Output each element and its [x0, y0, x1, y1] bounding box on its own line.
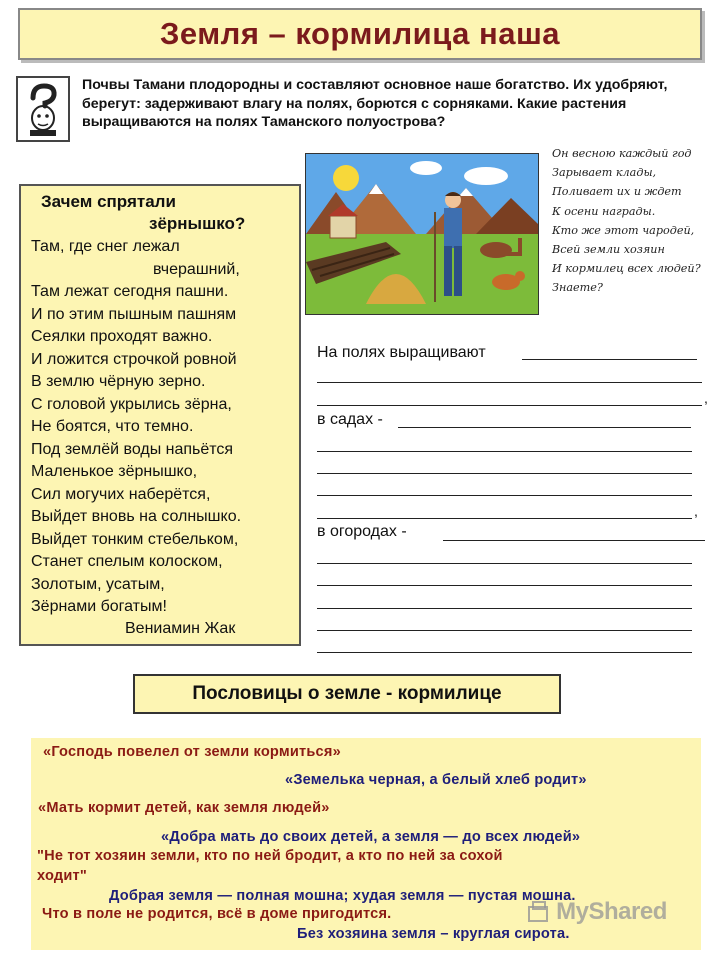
- poem-line: Сил могучих наберётся,: [31, 485, 211, 503]
- comma-mark: ,: [694, 503, 698, 519]
- answer-line[interactable]: [317, 405, 702, 406]
- proverbs-title: Пословицы о земле - кормилице: [192, 683, 502, 704]
- answer-line[interactable]: [317, 608, 692, 609]
- proverb: «Добра мать до своих детей, а земля — до всех людей»: [161, 829, 581, 845]
- riddle-line: Кто же этот чародей,: [552, 223, 695, 237]
- answer-line[interactable]: [317, 451, 692, 452]
- page-title: Земля – кормилица наша: [159, 16, 561, 51]
- riddle-line: Он весною каждый год: [552, 147, 692, 160]
- proverb: «Мать кормит детей, как земля людей»: [38, 800, 330, 816]
- proverb: "Не тот хозяин земли, кто по ней бродит, а кто по ней за сохой: [37, 848, 503, 864]
- poem-line: Станет спелым колоском,: [31, 553, 223, 570]
- watermark-text: MyShared: [556, 898, 667, 925]
- answer-line[interactable]: [317, 382, 702, 383]
- proverb-continued: ходит": [37, 868, 87, 884]
- poem-line: Там лежат сегодня пашни.: [31, 283, 229, 300]
- intro-paragraph: Почвы Тамани плодородны и составляют основное наше богатство. Их удобряют, берегут: задерживают влагу на полях, борются с сорняками. Какие растения выращиваются на полях Таманского полуострова?: [82, 77, 668, 130]
- poem-title-line-1: Зачем спрятали: [41, 192, 176, 211]
- poem-line: И ложится строчкой ровной: [31, 350, 237, 368]
- comma-mark: ,: [704, 390, 708, 406]
- poem-line: Маленькое зёрнышко,: [31, 463, 198, 480]
- riddle-line: Знаете?: [552, 281, 603, 295]
- poem-line: Там, где снег лежал: [31, 238, 180, 255]
- answer-line[interactable]: [317, 518, 692, 519]
- answer-line[interactable]: [317, 495, 692, 496]
- riddle-line: К осени награды.: [552, 204, 656, 218]
- proverb: «Земелька черная, а белый хлеб родит»: [285, 772, 587, 788]
- poem-line: вчерашний,: [153, 260, 240, 278]
- poem-line: В землю чёрную зерно.: [31, 373, 206, 390]
- answer-line[interactable]: [317, 563, 692, 564]
- poem-line: Сеялки проходят важно.: [31, 328, 213, 345]
- gardens-label: в садах -: [317, 411, 383, 428]
- poem-line: И по этим пышным пашням: [31, 305, 237, 323]
- riddle-line: Всей земли хозяин: [552, 243, 665, 257]
- answer-line-vegetables[interactable]: [443, 540, 705, 541]
- poem-line: Выйдет тонким стебельком,: [31, 530, 239, 548]
- poem-line: С головой укрылись зёрна,: [31, 395, 232, 413]
- proverb: «Господь повелел от земли кормиться»: [43, 744, 341, 760]
- proverb: Что в поле не родится, всё в доме пригодится.: [42, 906, 392, 922]
- fields-label: На полях выращивают: [317, 344, 486, 361]
- vegetables-label: в огородах -: [317, 523, 407, 540]
- riddle-line: Поливает их и ждет: [552, 185, 682, 199]
- answer-line[interactable]: [317, 585, 692, 586]
- answer-line[interactable]: [317, 652, 692, 653]
- watermark-logo-icon: [528, 900, 550, 922]
- poem-author: Вениамин Жак: [125, 620, 236, 637]
- poem-line: Не боятся, что темно.: [31, 418, 194, 435]
- proverb: Без хозяина земля – круглая сирота.: [297, 926, 570, 942]
- poem-line: Под землёй воды напьётся: [31, 440, 234, 458]
- answer-line-fields[interactable]: [522, 359, 697, 360]
- poem-line: Выйдет вновь на солнышко.: [31, 508, 242, 525]
- answer-line[interactable]: [317, 473, 692, 474]
- poem-line: Золотым, усатым,: [31, 575, 165, 593]
- proverb: Добрая земля — полная мошна; худая земля — пустая мошна.: [109, 888, 576, 904]
- answer-line-gardens[interactable]: [398, 427, 691, 428]
- riddle-line: И кормилец всех людей?: [552, 262, 701, 276]
- poem-title-line-2: зёрнышко?: [149, 214, 246, 233]
- poem-line: Зёрнами богатым!: [31, 598, 167, 615]
- riddle-line: Зарывает клады,: [552, 166, 657, 180]
- answer-line[interactable]: [317, 630, 692, 631]
- watermark: [528, 898, 667, 926]
- proverbs-title-box: [133, 674, 561, 714]
